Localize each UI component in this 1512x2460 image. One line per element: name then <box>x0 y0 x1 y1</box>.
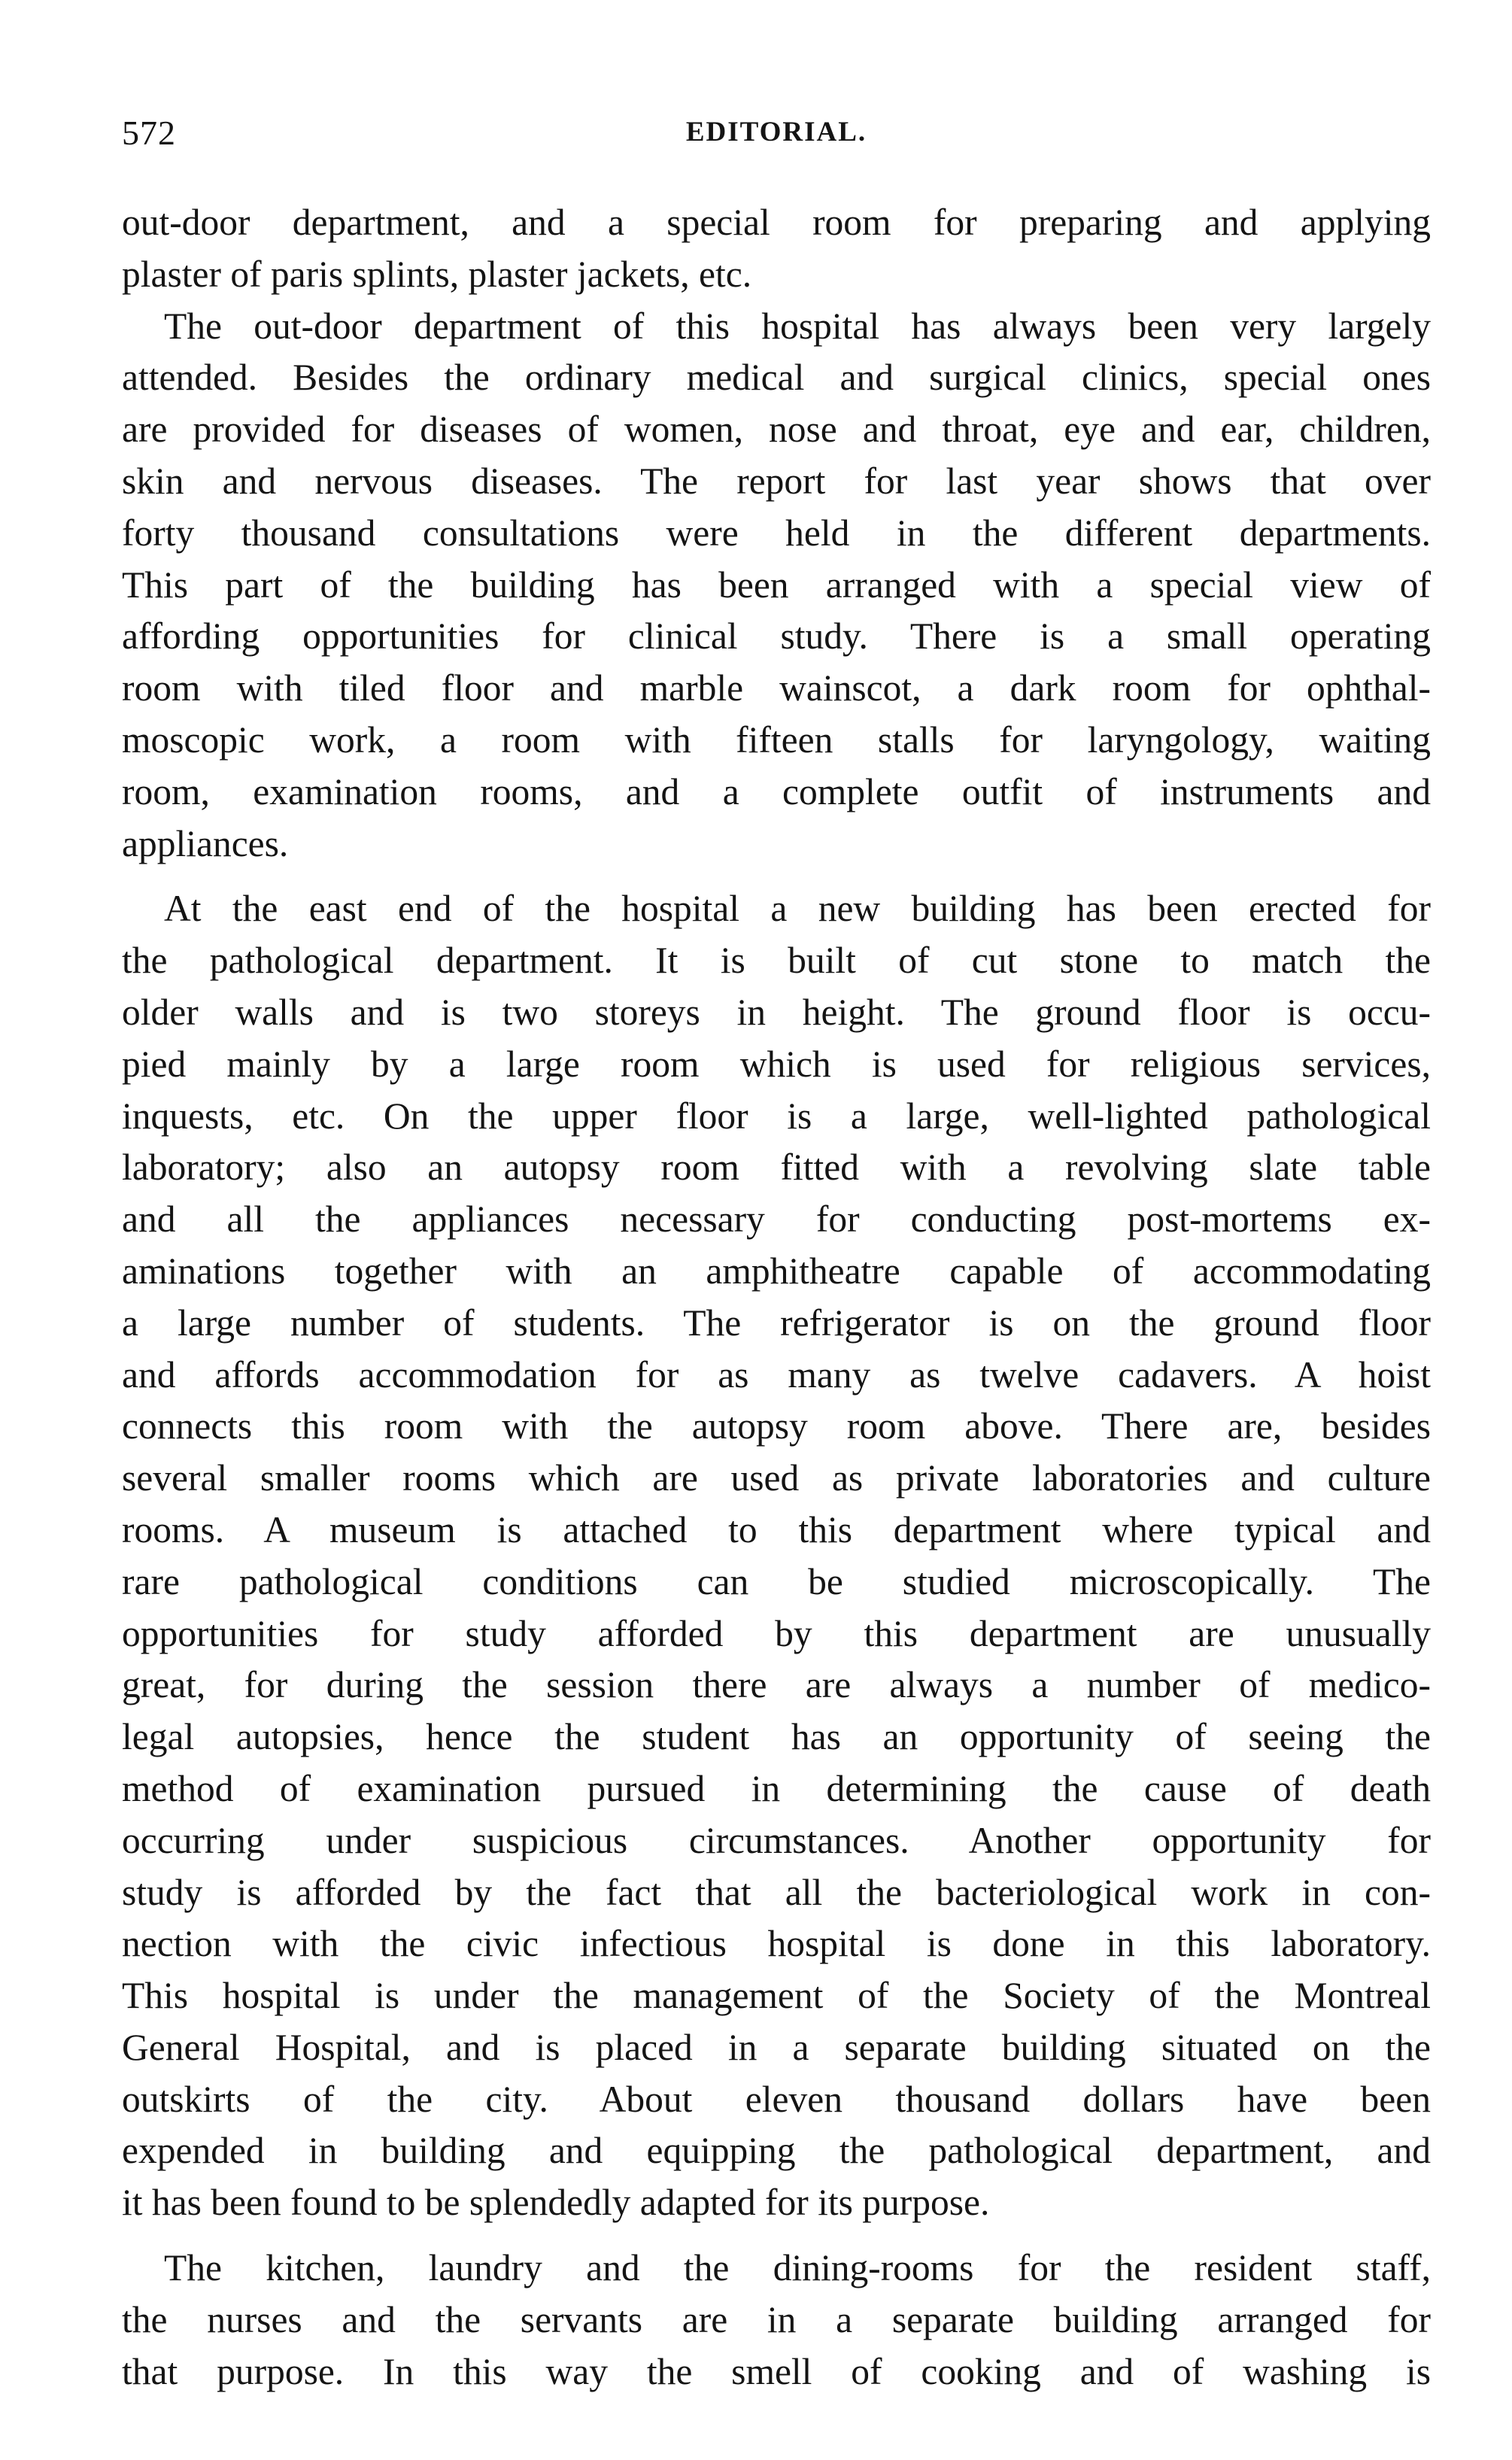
text-line: This part of the building has been arranged with a special view of <box>122 563 1431 606</box>
text-line: a large number of students. The refrigerator is on the ground floor <box>122 1301 1431 1344</box>
text-line: older walls and is two storeys in height. The ground floor is occu- <box>122 991 1431 1033</box>
text-line: occurring under suspicious circumstances. Another opportunity for <box>122 1819 1431 1861</box>
text-line: moscopic work, a room with fifteen stalls for laryngology, waiting <box>122 718 1431 761</box>
text-line: skin and nervous diseases. The report for last year shows that over <box>122 460 1431 502</box>
text-line: legal autopsies, hence the student has an opportunity of seeing the <box>122 1716 1431 1758</box>
text-line: room with tiled floor and marble wainscot, a dark room for ophthal- <box>122 667 1431 709</box>
text-line: method of examination pursued in determining the cause of death <box>122 1767 1431 1809</box>
text-line: attended. Besides the ordinary medical and surgical clinics, special ones <box>122 357 1431 399</box>
text-line: affording opportunities for clinical study. There is a small operating <box>122 615 1431 658</box>
text-line: out-door department, and a special room for preparing and applying <box>122 202 1431 243</box>
text-line: expended in building and equipping the pathological department, and <box>122 2130 1431 2172</box>
text-line: appliances. <box>122 822 289 864</box>
text-line: and affords accommodation for as many as twelve cadavers. A hoist <box>122 1353 1431 1396</box>
text-line: outskirts of the city. About eleven thousand dollars have been <box>122 2078 1431 2120</box>
text-line: rare pathological conditions can be studied microscopically. The <box>122 1560 1431 1602</box>
text-line: This hospital is under the management of the Society of the Montreal <box>122 1975 1431 2017</box>
text-line: great, for during the session there are always a number of medico- <box>122 1664 1431 1706</box>
page-header <box>122 113 1431 158</box>
text-line: that purpose. In this way the smell of cooking and of washing is <box>122 2350 1431 2392</box>
text-line: are provided for diseases of women, nose and throat, eye and ear, children, <box>122 408 1431 451</box>
text-line: The kitchen, laundry and the dining-rooms for the resident staff, <box>164 2247 1431 2289</box>
text-line: forty thousand consultations were held in the different departments. <box>122 512 1431 554</box>
text-line: aminations together with an amphitheatre capable of accommodating <box>122 1250 1431 1292</box>
paragraph-gap <box>122 2229 1431 2243</box>
text-line: laboratory; also an autopsy room fitted with a revolving slate table <box>122 1146 1431 1189</box>
text-line: several smaller rooms which are used as private laboratories and culture <box>122 1457 1431 1499</box>
paragraph-gap <box>122 870 1431 883</box>
text-line: it has been found to be splendedly adapted for its purpose. <box>122 2182 990 2224</box>
text-line: rooms. A museum is attached to this department where typical and <box>122 1508 1431 1550</box>
text-line: The out-door department of this hospital has always been very largely <box>164 305 1431 347</box>
running-title: EDITORIAL. <box>685 117 867 147</box>
text-line: connects this room with the autopsy room above. There are, besides <box>122 1405 1431 1447</box>
text-line: the nurses and the servants are in a separate building arranged for <box>122 2298 1431 2340</box>
text-line: room, examination rooms, and a complete outfit of instruments and <box>122 770 1431 812</box>
body-text <box>122 197 1431 2398</box>
text-line: inquests, etc. On the upper floor is a large, well-lighted pathological <box>122 1095 1431 1137</box>
text-line: pied mainly by a large room which is used for religious services, <box>122 1043 1431 1085</box>
text-line: study is afforded by the fact that all the bacteriological work in con- <box>122 1871 1431 1913</box>
text-line: General Hospital, and is placed in a separate building situated on the <box>122 2026 1431 2068</box>
page-number: 572 <box>122 114 176 152</box>
text-line: and all the appliances necessary for conducting post-mortems ex- <box>122 1198 1431 1241</box>
text-line: nection with the civic infectious hospital is done in this laboratory. <box>122 1923 1431 1965</box>
text-line: the pathological department. It is built of cut stone to match the <box>122 940 1431 982</box>
text-line: At the east end of the hospital a new building has been erected for <box>164 888 1431 930</box>
text-line: opportunities for study afforded by this department are unusually <box>122 1612 1431 1654</box>
text-line: plaster of paris splints, plaster jackets, etc. <box>122 253 752 295</box>
